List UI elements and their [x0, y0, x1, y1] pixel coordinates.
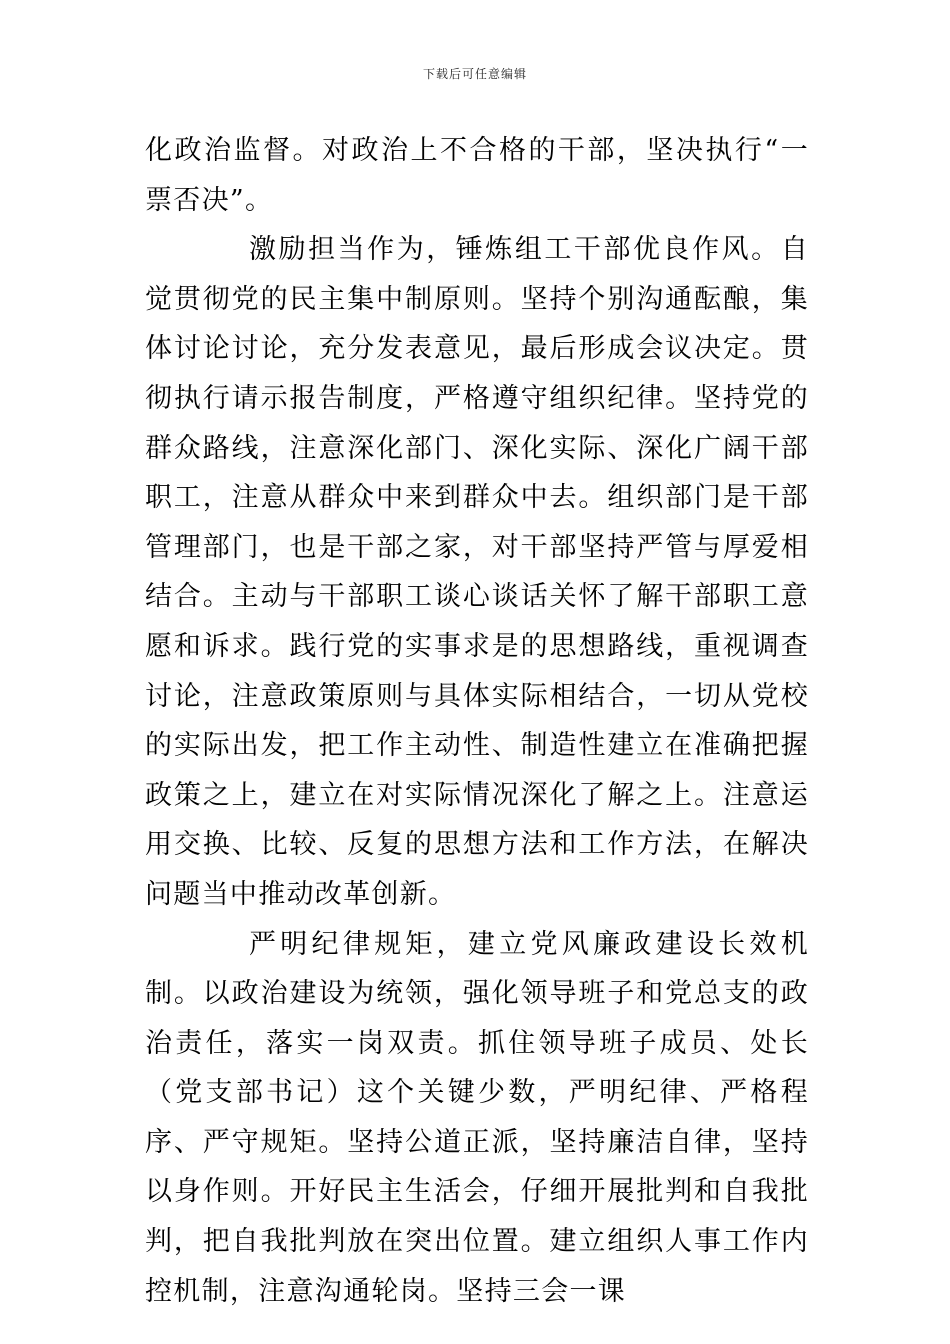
- paragraph-encourage-responsibility: 激励担当作为，锤炼组工干部优良作风。自觉贯彻党的民主集中制原则。坚持个别沟通酝酿，集体讨论讨论，充分发表意见，最后形成会议决定。贯彻执行请示报告制度，严格遵守组织纪律。坚持党的群众路线，注意深化部门、深化实际、深化广阔干部职工，注意从群众中来到群众中去。组织部门是干部管理部门，也是干部之家，对干部坚持严管与厚爱相结合。主动与干部职工谈心谈话关怀了解干部职工意愿和诉求。践行党的实事求是的思想路线，重视调查讨论，注意政策原则与具体实际相结合，一切从党校的实际出发，把工作主动性、制造性建立在准确把握政策之上，建立在对实际情况深化了解之上。注意运用交换、比较、反复的思想方法和工作方法，在解决问题当中推动改革创新。: [145, 234, 809, 910]
- document-body: [145, 126, 809, 1316]
- paragraph-continuation: 化政治监督。对政治上不合格的干部，坚决执行“一票否决”。: [145, 135, 809, 216]
- header-note: 下载后可任意编辑: [422, 67, 527, 81]
- paragraph-discipline-rules: 严明纪律规矩，建立党风廉政建设长效机制。以政治建设为统领，强化领导班子和党总支的政治责任，落实一岗双责。抓住领导班子成员、处长（党支部书记）这个关键少数，严明纪律、严格程序、严守规矩。坚持公道正派，坚持廉洁自律，坚持以身作则。开好民主生活会，仔细开展批判和自我批判，把自我批判放在突出位置。建立组织人事工作内控机制，注意沟通轮岗。坚持三会一课: [145, 928, 809, 1307]
